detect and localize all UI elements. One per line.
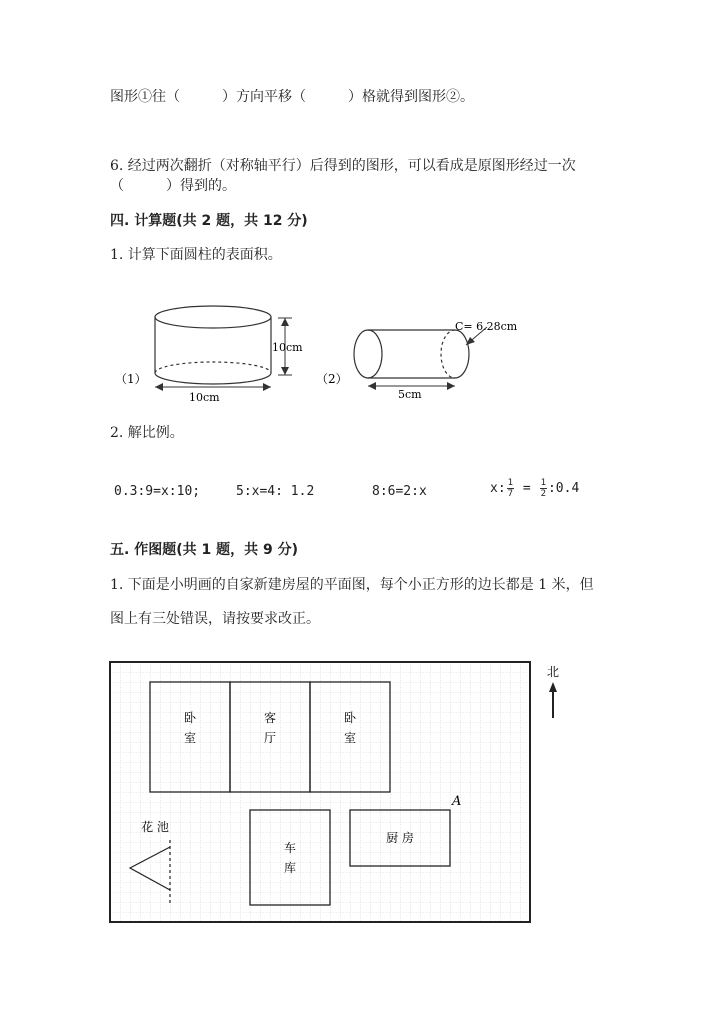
- calc-q2-text: 2. 解比例。: [110, 425, 184, 441]
- svg-text:库: 库: [283, 861, 297, 875]
- fig2-length: 5cm: [398, 388, 422, 401]
- svg-text:卧: 卧: [183, 711, 197, 725]
- svg-text:客: 客: [263, 711, 277, 725]
- fig2-circumference: C= 6.28cm: [455, 320, 518, 333]
- cyl1-top: [155, 306, 271, 328]
- proportion-2: 5:x=4: 1.2: [236, 484, 315, 499]
- proportion-4: x: $\frac{1}{7}$ = $\frac{1}{2}$ :0.4: [490, 478, 580, 499]
- svg-text:厅: 厅: [263, 731, 277, 745]
- q6-line1: 6. 经过两次翻折（对称轴平行）后得到的图形，可以看成是原图形经过一次: [110, 158, 576, 174]
- fig1-diameter: 10cm: [189, 391, 220, 404]
- pond-label: 花 池: [141, 820, 169, 834]
- draw-q1-line1: 1. 下面是小明画的自家新建房屋的平面图，每个小正方形的边长都是 1 米，但: [110, 577, 594, 593]
- section4-heading: 四. 计算题(共 2 题，共 12 分): [110, 213, 308, 229]
- cylinder-figures: [0, 290, 720, 410]
- fig2-label: （2）: [316, 372, 348, 386]
- section5-heading: 五. 作图题(共 1 题，共 9 分): [110, 542, 298, 558]
- svg-text:厨 房: 厨 房: [386, 831, 414, 845]
- svg-text:室: 室: [183, 731, 197, 745]
- fig1-label: （1）: [115, 372, 147, 386]
- svg-text:室: 室: [343, 731, 357, 745]
- point-a-label: A: [452, 794, 462, 809]
- proportion-1: 0.3:9=x:10;: [114, 484, 201, 499]
- north-label: 北: [546, 665, 560, 679]
- calc-q1-text: 1. 计算下面圆柱的表面积。: [110, 247, 282, 263]
- proportion-3: 8:6=2:x: [372, 484, 427, 499]
- q5-text: 图形①往（ ）方向平移（ ）格就得到图形②。: [110, 89, 474, 105]
- svg-text:卧: 卧: [343, 711, 357, 725]
- svg-text:车: 车: [283, 841, 297, 855]
- cyl2-left-end: [354, 330, 382, 378]
- fig1-height: 10cm: [272, 341, 303, 354]
- q6-line2: （ ）得到的。: [110, 178, 236, 194]
- draw-q1-line2: 图上有三处错误，请按要求改正。: [110, 611, 320, 627]
- floor-plan: [0, 650, 720, 940]
